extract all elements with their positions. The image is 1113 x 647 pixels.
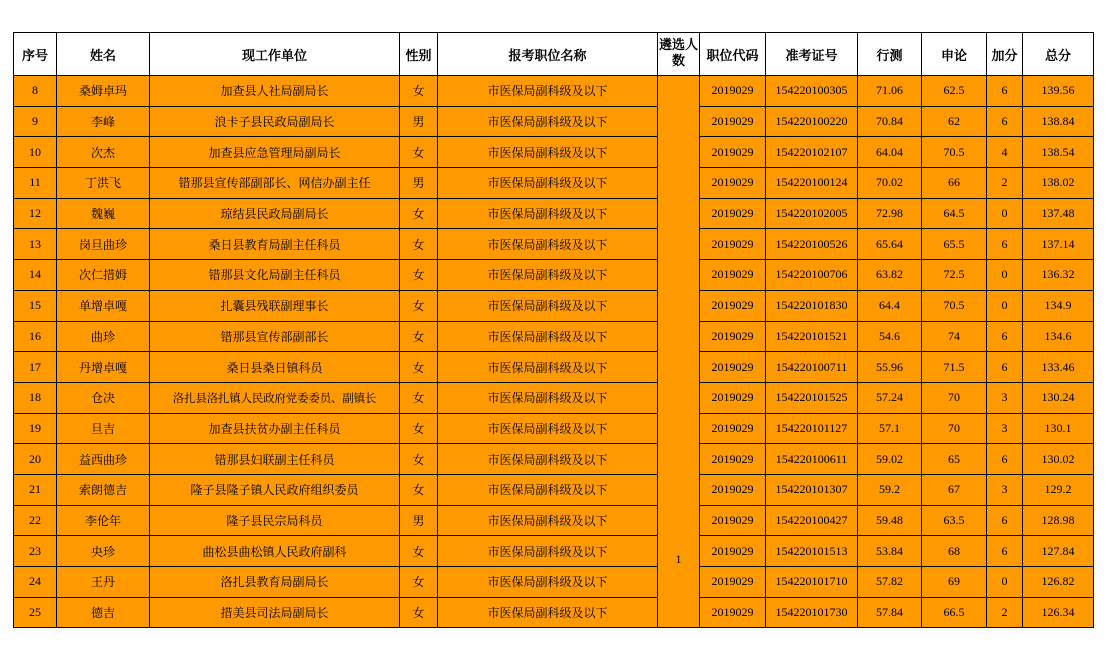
- cell-code: 2019029: [700, 444, 766, 475]
- cell-code: 2019029: [700, 321, 766, 352]
- header-bonus: 加分: [987, 33, 1023, 76]
- cell-bonus: 0: [987, 567, 1023, 598]
- cell-xingce: 59.48: [858, 505, 922, 536]
- cell-gender: 女: [400, 382, 438, 413]
- cell-gender: 男: [400, 106, 438, 137]
- cell-shenlun: 63.5: [922, 505, 987, 536]
- cell-code: 2019029: [700, 597, 766, 628]
- cell-code: 2019029: [700, 137, 766, 168]
- cell-bonus: 6: [987, 76, 1023, 107]
- cell-position: 市医保局副科级及以下: [438, 505, 658, 536]
- cell-unit: 错那县妇联副主任科员: [150, 444, 400, 475]
- cell-code: 2019029: [700, 352, 766, 383]
- cell-unit: 洛扎县洛扎镇人民政府党委委员、副镇长: [150, 382, 400, 413]
- cell-seq: 9: [14, 106, 57, 137]
- cell-code: 2019029: [700, 505, 766, 536]
- cell-quota: 1: [658, 76, 700, 628]
- header-row: [14, 33, 1094, 76]
- cell-gender: 女: [400, 352, 438, 383]
- cell-unit: 浪卡子县民政局副局长: [150, 106, 400, 137]
- cell-code: 2019029: [700, 567, 766, 598]
- cell-ticket: 154220102107: [766, 137, 858, 168]
- header-xingce: 行测: [858, 33, 922, 76]
- header-quota: 遴选人数: [658, 33, 700, 76]
- cell-shenlun: 72.5: [922, 260, 987, 291]
- cell-name: 央珍: [57, 536, 150, 567]
- cell-ticket: 154220100526: [766, 229, 858, 260]
- cell-position: 市医保局副科级及以下: [438, 567, 658, 598]
- cell-shenlun: 71.5: [922, 352, 987, 383]
- cell-seq: 25: [14, 597, 57, 628]
- cell-unit: 隆子县隆子镇人民政府组织委员: [150, 474, 400, 505]
- cell-seq: 22: [14, 505, 57, 536]
- cell-bonus: 0: [987, 290, 1023, 321]
- cell-total: 134.9: [1023, 290, 1094, 321]
- cell-xingce: 57.82: [858, 567, 922, 598]
- cell-shenlun: 74: [922, 321, 987, 352]
- cell-position: 市医保局副科级及以下: [438, 413, 658, 444]
- cell-xingce: 57.84: [858, 597, 922, 628]
- cell-position: 市医保局副科级及以下: [438, 137, 658, 168]
- cell-bonus: 3: [987, 382, 1023, 413]
- header-code: 职位代码: [700, 33, 766, 76]
- header-shenlun: 申论: [922, 33, 987, 76]
- cell-total: 130.1: [1023, 413, 1094, 444]
- score-table-container: [13, 32, 1094, 628]
- cell-xingce: 63.82: [858, 260, 922, 291]
- cell-seq: 11: [14, 168, 57, 199]
- cell-seq: 17: [14, 352, 57, 383]
- cell-ticket: 154220101127: [766, 413, 858, 444]
- cell-ticket: 154220101525: [766, 382, 858, 413]
- cell-ticket: 154220100611: [766, 444, 858, 475]
- cell-bonus: 3: [987, 413, 1023, 444]
- header-position: 报考职位名称: [438, 33, 658, 76]
- cell-code: 2019029: [700, 260, 766, 291]
- cell-name: 次杰: [57, 137, 150, 168]
- header-seq: 序号: [14, 33, 57, 76]
- cell-unit: 琼结县民政局副局长: [150, 198, 400, 229]
- cell-shenlun: 67: [922, 474, 987, 505]
- cell-seq: 19: [14, 413, 57, 444]
- cell-total: 137.48: [1023, 198, 1094, 229]
- cell-seq: 13: [14, 229, 57, 260]
- cell-total: 138.54: [1023, 137, 1094, 168]
- cell-ticket: 154220100711: [766, 352, 858, 383]
- cell-total: 129.2: [1023, 474, 1094, 505]
- header-unit: 现工作单位: [150, 33, 400, 76]
- cell-xingce: 65.64: [858, 229, 922, 260]
- cell-gender: 女: [400, 444, 438, 475]
- cell-code: 2019029: [700, 229, 766, 260]
- cell-position: 市医保局副科级及以下: [438, 260, 658, 291]
- cell-ticket: 154220100706: [766, 260, 858, 291]
- cell-bonus: 6: [987, 505, 1023, 536]
- cell-gender: 男: [400, 168, 438, 199]
- cell-ticket: 154220101307: [766, 474, 858, 505]
- cell-code: 2019029: [700, 536, 766, 567]
- cell-xingce: 72.98: [858, 198, 922, 229]
- cell-total: 139.56: [1023, 76, 1094, 107]
- cell-gender: 女: [400, 597, 438, 628]
- cell-seq: 10: [14, 137, 57, 168]
- cell-name: 李伦年: [57, 505, 150, 536]
- cell-seq: 24: [14, 567, 57, 598]
- cell-seq: 15: [14, 290, 57, 321]
- cell-unit: 加查县扶贫办副主任科员: [150, 413, 400, 444]
- cell-position: 市医保局副科级及以下: [438, 536, 658, 567]
- cell-bonus: 2: [987, 168, 1023, 199]
- cell-gender: 女: [400, 76, 438, 107]
- table-row: [14, 352, 1094, 383]
- cell-seq: 20: [14, 444, 57, 475]
- cell-code: 2019029: [700, 198, 766, 229]
- header-ticket: 准考证号: [766, 33, 858, 76]
- cell-code: 2019029: [700, 106, 766, 137]
- cell-total: 134.6: [1023, 321, 1094, 352]
- cell-xingce: 70.84: [858, 106, 922, 137]
- table-row: [14, 413, 1094, 444]
- cell-name: 丹增卓嘎: [57, 352, 150, 383]
- cell-shenlun: 70: [922, 382, 987, 413]
- cell-ticket: 154220100427: [766, 505, 858, 536]
- cell-ticket: 154220101830: [766, 290, 858, 321]
- cell-total: 128.98: [1023, 505, 1094, 536]
- table-row: [14, 260, 1094, 291]
- cell-total: 136.32: [1023, 260, 1094, 291]
- cell-bonus: 6: [987, 536, 1023, 567]
- cell-shenlun: 70.5: [922, 290, 987, 321]
- cell-name: 岗旦曲珍: [57, 229, 150, 260]
- cell-name: 仓决: [57, 382, 150, 413]
- cell-ticket: 154220100124: [766, 168, 858, 199]
- cell-name: 次仁措姆: [57, 260, 150, 291]
- cell-code: 2019029: [700, 290, 766, 321]
- cell-unit: 桑日县教育局副主任科员: [150, 229, 400, 260]
- cell-name: 李峰: [57, 106, 150, 137]
- table-row: [14, 229, 1094, 260]
- table-row: [14, 137, 1094, 168]
- cell-xingce: 55.96: [858, 352, 922, 383]
- score-table: [13, 32, 1094, 628]
- cell-bonus: 6: [987, 106, 1023, 137]
- cell-position: 市医保局副科级及以下: [438, 198, 658, 229]
- cell-xingce: 59.2: [858, 474, 922, 505]
- cell-position: 市医保局副科级及以下: [438, 474, 658, 505]
- table-row: [14, 168, 1094, 199]
- cell-code: 2019029: [700, 76, 766, 107]
- table-row: [14, 321, 1094, 352]
- cell-ticket: 154220102005: [766, 198, 858, 229]
- cell-position: 市医保局副科级及以下: [438, 290, 658, 321]
- cell-shenlun: 62: [922, 106, 987, 137]
- table-row: [14, 474, 1094, 505]
- table-row: [14, 76, 1094, 107]
- table-row: [14, 505, 1094, 536]
- cell-total: 137.14: [1023, 229, 1094, 260]
- cell-total: 138.02: [1023, 168, 1094, 199]
- cell-unit: 错那县文化局副主任科员: [150, 260, 400, 291]
- cell-unit: 曲松县曲松镇人民政府副科: [150, 536, 400, 567]
- cell-shenlun: 70.5: [922, 137, 987, 168]
- cell-seq: 12: [14, 198, 57, 229]
- cell-code: 2019029: [700, 413, 766, 444]
- cell-seq: 14: [14, 260, 57, 291]
- cell-position: 市医保局副科级及以下: [438, 76, 658, 107]
- cell-bonus: 4: [987, 137, 1023, 168]
- cell-ticket: 154220101521: [766, 321, 858, 352]
- cell-gender: 女: [400, 290, 438, 321]
- cell-bonus: 6: [987, 321, 1023, 352]
- table-row: [14, 597, 1094, 628]
- cell-gender: 女: [400, 413, 438, 444]
- cell-total: 126.82: [1023, 567, 1094, 598]
- cell-ticket: 154220100305: [766, 76, 858, 107]
- table-row: [14, 536, 1094, 567]
- cell-position: 市医保局副科级及以下: [438, 106, 658, 137]
- cell-total: 133.46: [1023, 352, 1094, 383]
- cell-code: 2019029: [700, 382, 766, 413]
- cell-name: 曲珍: [57, 321, 150, 352]
- cell-code: 2019029: [700, 474, 766, 505]
- cell-gender: 女: [400, 229, 438, 260]
- cell-unit: 错那县宣传部副部长: [150, 321, 400, 352]
- cell-shenlun: 62.5: [922, 76, 987, 107]
- table-row: [14, 567, 1094, 598]
- cell-seq: 23: [14, 536, 57, 567]
- header-name: 姓名: [57, 33, 150, 76]
- cell-xingce: 64.04: [858, 137, 922, 168]
- cell-seq: 21: [14, 474, 57, 505]
- cell-gender: 女: [400, 260, 438, 291]
- header-gender: 性别: [400, 33, 438, 76]
- cell-gender: 女: [400, 321, 438, 352]
- cell-name: 王丹: [57, 567, 150, 598]
- cell-ticket: 154220101730: [766, 597, 858, 628]
- cell-bonus: 0: [987, 260, 1023, 291]
- cell-bonus: 0: [987, 198, 1023, 229]
- cell-position: 市医保局副科级及以下: [438, 321, 658, 352]
- cell-shenlun: 65.5: [922, 229, 987, 260]
- cell-gender: 女: [400, 137, 438, 168]
- cell-gender: 女: [400, 474, 438, 505]
- cell-bonus: 3: [987, 474, 1023, 505]
- cell-unit: 加查县应急管理局副局长: [150, 137, 400, 168]
- cell-unit: 桑日县桑日镇科员: [150, 352, 400, 383]
- cell-xingce: 70.02: [858, 168, 922, 199]
- cell-name: 桑姆卓玛: [57, 76, 150, 107]
- cell-code: 2019029: [700, 168, 766, 199]
- cell-gender: 女: [400, 198, 438, 229]
- table-row: [14, 198, 1094, 229]
- cell-bonus: 6: [987, 352, 1023, 383]
- cell-total: 127.84: [1023, 536, 1094, 567]
- cell-name: 索朗德吉: [57, 474, 150, 505]
- cell-name: 丁洪飞: [57, 168, 150, 199]
- cell-bonus: 6: [987, 229, 1023, 260]
- cell-shenlun: 70: [922, 413, 987, 444]
- cell-position: 市医保局副科级及以下: [438, 168, 658, 199]
- cell-xingce: 53.84: [858, 536, 922, 567]
- cell-xingce: 64.4: [858, 290, 922, 321]
- cell-unit: 错那县宣传部副部长、网信办副主任: [150, 168, 400, 199]
- cell-seq: 18: [14, 382, 57, 413]
- cell-xingce: 71.06: [858, 76, 922, 107]
- cell-total: 126.34: [1023, 597, 1094, 628]
- cell-unit: 洛扎县教育局副局长: [150, 567, 400, 598]
- cell-position: 市医保局副科级及以下: [438, 229, 658, 260]
- cell-name: 德吉: [57, 597, 150, 628]
- cell-gender: 女: [400, 567, 438, 598]
- table-row: [14, 290, 1094, 321]
- cell-bonus: 2: [987, 597, 1023, 628]
- cell-xingce: 59.02: [858, 444, 922, 475]
- cell-seq: 8: [14, 76, 57, 107]
- cell-position: 市医保局副科级及以下: [438, 444, 658, 475]
- cell-shenlun: 66: [922, 168, 987, 199]
- table-row: [14, 106, 1094, 137]
- cell-total: 130.24: [1023, 382, 1094, 413]
- cell-name: 旦吉: [57, 413, 150, 444]
- cell-unit: 加查县人社局副局长: [150, 76, 400, 107]
- cell-gender: 女: [400, 536, 438, 567]
- cell-seq: 16: [14, 321, 57, 352]
- table-body: [14, 76, 1094, 628]
- cell-position: 市医保局副科级及以下: [438, 352, 658, 383]
- cell-gender: 男: [400, 505, 438, 536]
- cell-shenlun: 65: [922, 444, 987, 475]
- cell-name: 单增卓嘎: [57, 290, 150, 321]
- cell-unit: 措美县司法局副局长: [150, 597, 400, 628]
- cell-bonus: 6: [987, 444, 1023, 475]
- cell-unit: 扎囊县残联副理事长: [150, 290, 400, 321]
- cell-total: 130.02: [1023, 444, 1094, 475]
- cell-shenlun: 68: [922, 536, 987, 567]
- table-row: [14, 444, 1094, 475]
- cell-name: 魏巍: [57, 198, 150, 229]
- cell-xingce: 54.6: [858, 321, 922, 352]
- cell-ticket: 154220101513: [766, 536, 858, 567]
- cell-position: 市医保局副科级及以下: [438, 382, 658, 413]
- cell-ticket: 154220100220: [766, 106, 858, 137]
- cell-shenlun: 69: [922, 567, 987, 598]
- cell-name: 益西曲珍: [57, 444, 150, 475]
- cell-ticket: 154220101710: [766, 567, 858, 598]
- table-header: [14, 33, 1094, 76]
- cell-unit: 隆子县民宗局科员: [150, 505, 400, 536]
- cell-total: 138.84: [1023, 106, 1094, 137]
- cell-xingce: 57.1: [858, 413, 922, 444]
- cell-shenlun: 66.5: [922, 597, 987, 628]
- header-total: 总分: [1023, 33, 1094, 76]
- table-row: [14, 382, 1094, 413]
- cell-xingce: 57.24: [858, 382, 922, 413]
- cell-position: 市医保局副科级及以下: [438, 597, 658, 628]
- cell-shenlun: 64.5: [922, 198, 987, 229]
